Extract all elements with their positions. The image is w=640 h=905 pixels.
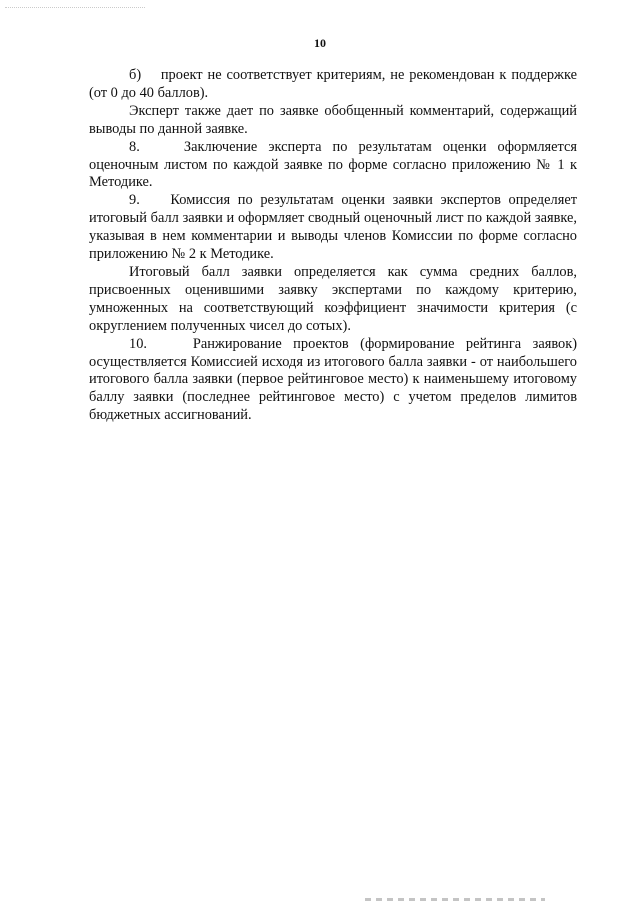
page-number: 10: [314, 36, 326, 50]
paragraph-item-b: б) проект не соответствует критериям, не рекомендован к поддержке (от 0 до 40 баллов).: [89, 67, 577, 101]
document-body: [89, 67, 577, 425]
paragraph-item-9: 9. Комиссия по результатам оценки заявки экспертов определяет итоговый балл заявки и оформляет сводный оценочный лист по каждой заявке, указывая в нем комментарии и выводы членов Комиссии по форме согласно приложению № 2 к Методике.: [89, 192, 577, 263]
paragraph-item-10: 10. Ранжирование проектов (формирование рейтинга заявок) осуществляется Комиссией исходя из итогового балла заявки - от наибольшего итогового балла заявки (первое рейтинговое место) к наименьшему итоговому баллу заявки (последнее рейтинговое место) с учетом пределов лимитов бюджетных ассигнований.: [89, 335, 577, 424]
paragraph-expert-comment: Эксперт также дает по заявке обобщенный комментарий, содержащий выводы по данной заявке.: [89, 102, 577, 137]
scan-artifact-top: [5, 7, 145, 9]
paragraph-final-score: Итоговый балл заявки определяется как сумма средних баллов, присвоенных оценившими заявку экспертами по каждому критерию, умноженных на соответствующий коэффициент значимости критерия (с округлением полученных чисел до сотых).: [89, 263, 577, 334]
scan-artifact-bottom: [365, 898, 545, 901]
paragraph-item-8: 8. Заключение эксперта по результатам оценки оформляется оценочным листом по каждой заявке по форме согласно приложению № 1 к Методике.: [89, 138, 577, 191]
